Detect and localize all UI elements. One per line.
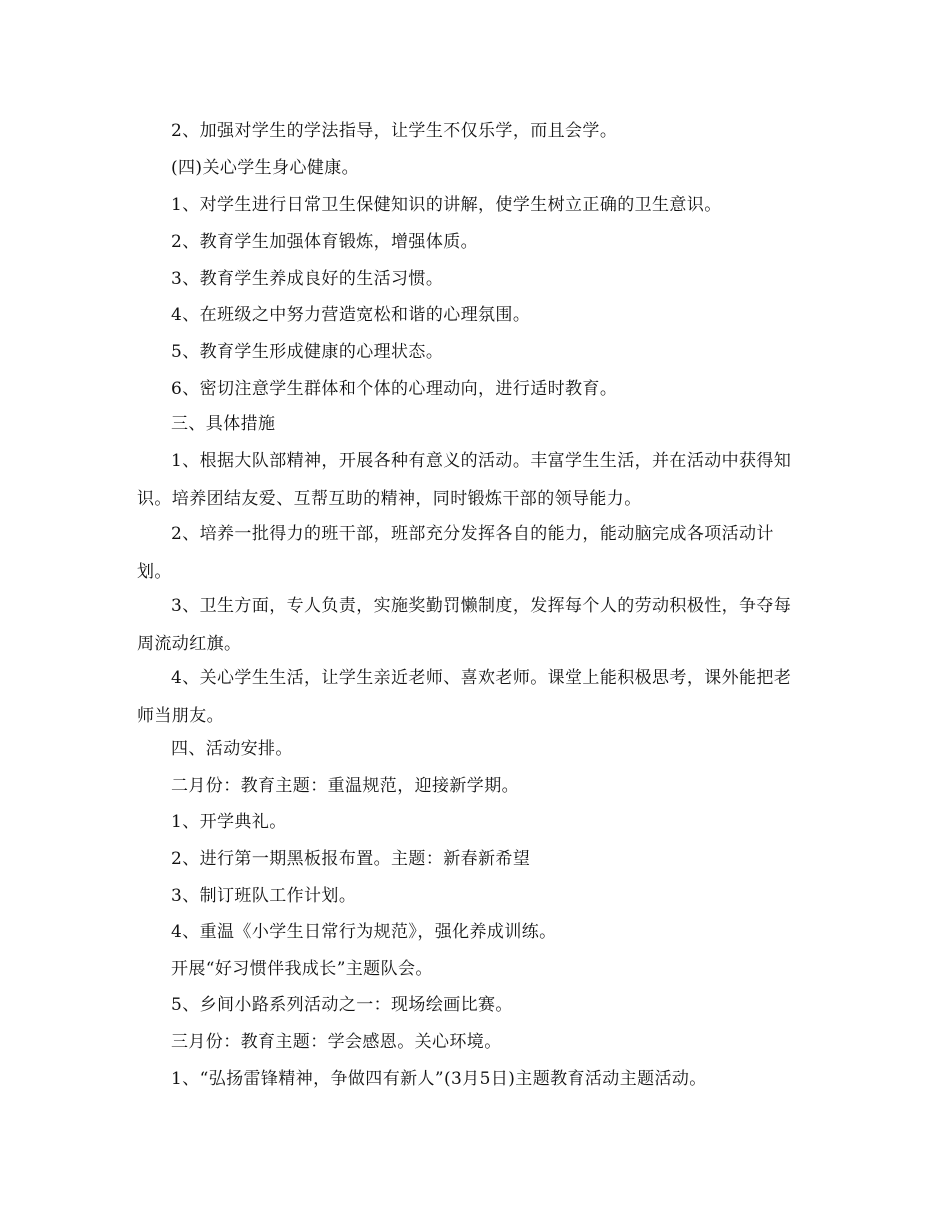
paragraph: 开展“好习惯伴我成长”主题队会。 xyxy=(171,959,433,979)
paragraph: 5、乡间小路系列活动之一：现场绘画比赛。 xyxy=(171,995,513,1015)
paragraph: 2、加强对学生的学法指导，让学生不仅乐学，而且会学。 xyxy=(171,121,618,141)
paragraph: 1、“弘扬雷锋精神，争做四有新人”(3月5日)主题教育活动主题活动。 xyxy=(171,1069,707,1089)
paragraph: 4、在班级之中努力营造宽松和谐的心理氛围。 xyxy=(171,305,531,325)
paragraph: 3、卫生方面，专人负责，实施奖勤罚懒制度，发挥每个人的劳动积极性，争夺每周流动红旗。 xyxy=(137,596,792,654)
paragraph: 二月份：教育主题：重温规范，迎接新学期。 xyxy=(171,776,519,796)
paragraph: 1、对学生进行日常卫生保健知识的讲解，使学生树立正确的卫生意识。 xyxy=(171,195,722,215)
paragraph: 三月份：教育主题：学会感恩。关心环境。 xyxy=(171,1032,502,1052)
paragraph: 6、密切注意学生群体和个体的心理动向，进行适时教育。 xyxy=(171,379,618,399)
paragraph: 4、关心学生生活，让学生亲近老师、喜欢老师。课堂上能积极思考，课外能把老师当朋友。 xyxy=(137,668,792,726)
paragraph: 5、教育学生形成健康的心理状态。 xyxy=(171,342,444,362)
section-heading: 三、具体措施 xyxy=(171,414,276,434)
paragraph: 1、开学典礼。 xyxy=(171,812,287,832)
paragraph: 3、制订班队工作计划。 xyxy=(171,886,357,906)
paragraph: 2、进行第一期黑板报布置。主题：新春新希望 xyxy=(171,849,531,869)
paragraph: 1、根据大队部精神，开展各种有意义的活动。丰富学生生活，并在活动中获得知识。培养团结友爱、互帮互助的精神，同时锻炼干部的领导能力。 xyxy=(137,451,792,509)
paragraph: 4、重温《小学生日常行为规范》，强化养成训练。 xyxy=(171,922,557,942)
paragraph: 2、教育学生加强体育锻炼，增强体质。 xyxy=(171,232,479,252)
section-heading: (四)关心学生身心健康。 xyxy=(171,158,360,178)
paragraph: 2、培养一批得力的班干部，班部充分发挥各自的能力，能动脑完成各项活动计划。 xyxy=(137,524,774,582)
section-heading: 四、活动安排。 xyxy=(171,739,293,759)
paragraph: 3、教育学生养成良好的生活习惯。 xyxy=(171,269,444,289)
